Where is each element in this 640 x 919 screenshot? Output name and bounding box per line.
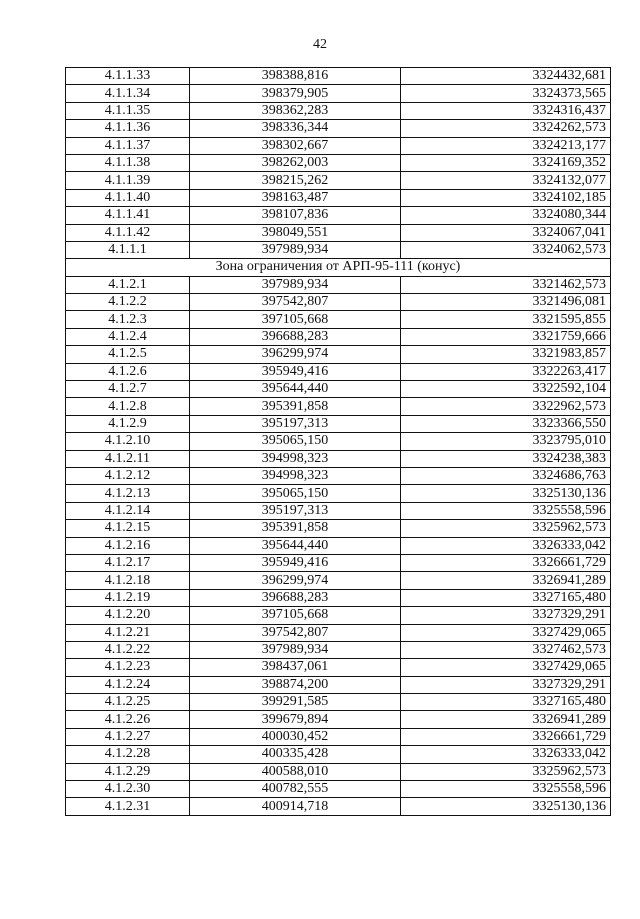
table-row <box>66 641 611 658</box>
x-coordinate-cell: 395949,416 <box>190 363 401 380</box>
table-row <box>66 189 611 206</box>
section-header-row <box>66 259 611 276</box>
x-coordinate-cell: 397105,668 <box>190 607 401 624</box>
point-number-cell: 4.1.1.42 <box>66 224 190 241</box>
point-number-cell: 4.1.2.6 <box>66 363 190 380</box>
table-row <box>66 224 611 241</box>
x-coordinate-cell: 394998,323 <box>190 467 401 484</box>
x-coordinate-cell: 400914,718 <box>190 798 401 815</box>
point-number-cell: 4.1.2.13 <box>66 485 190 502</box>
point-number-cell: 4.1.1.36 <box>66 120 190 137</box>
x-coordinate-cell: 398262,003 <box>190 154 401 171</box>
y-coordinate-cell: 3321983,857 <box>401 346 611 363</box>
point-number-cell: 4.1.2.9 <box>66 415 190 432</box>
y-coordinate-cell: 3325558,596 <box>401 781 611 798</box>
y-coordinate-cell: 3325962,573 <box>401 520 611 537</box>
table-row <box>66 363 611 380</box>
table-row <box>66 502 611 519</box>
table-row <box>66 659 611 676</box>
table-row <box>66 415 611 432</box>
point-number-cell: 4.1.2.14 <box>66 502 190 519</box>
page-number: 42 <box>313 37 327 52</box>
x-coordinate-cell: 397989,934 <box>190 641 401 658</box>
x-coordinate-cell: 395197,313 <box>190 415 401 432</box>
y-coordinate-cell: 3322263,417 <box>401 363 611 380</box>
x-coordinate-cell: 397542,807 <box>190 294 401 311</box>
x-coordinate-cell: 398107,836 <box>190 207 401 224</box>
y-coordinate-cell: 3325130,136 <box>401 485 611 502</box>
point-number-cell: 4.1.2.5 <box>66 346 190 363</box>
y-coordinate-cell: 3326941,289 <box>401 711 611 728</box>
point-number-cell: 4.1.2.17 <box>66 554 190 571</box>
table-row <box>66 398 611 415</box>
table-row <box>66 154 611 171</box>
table-row <box>66 381 611 398</box>
table-row <box>66 572 611 589</box>
table-row <box>66 624 611 641</box>
point-number-cell: 4.1.2.7 <box>66 381 190 398</box>
x-coordinate-cell: 399291,585 <box>190 694 401 711</box>
x-coordinate-cell: 395644,440 <box>190 537 401 554</box>
y-coordinate-cell: 3327462,573 <box>401 641 611 658</box>
table-row <box>66 781 611 798</box>
x-coordinate-cell: 397989,934 <box>190 241 401 258</box>
table-row <box>66 485 611 502</box>
y-coordinate-cell: 3326333,042 <box>401 746 611 763</box>
y-coordinate-cell: 3321496,081 <box>401 294 611 311</box>
point-number-cell: 4.1.2.1 <box>66 276 190 293</box>
table-row <box>66 276 611 293</box>
x-coordinate-cell: 400782,555 <box>190 781 401 798</box>
x-coordinate-cell: 398874,200 <box>190 676 401 693</box>
point-number-cell: 4.1.2.10 <box>66 433 190 450</box>
x-coordinate-cell: 400030,452 <box>190 728 401 745</box>
table-row <box>66 763 611 780</box>
y-coordinate-cell: 3327429,065 <box>401 624 611 641</box>
point-number-cell: 4.1.1.33 <box>66 68 190 85</box>
point-number-cell: 4.1.2.30 <box>66 781 190 798</box>
point-number-cell: 4.1.2.31 <box>66 798 190 815</box>
y-coordinate-cell: 3322592,104 <box>401 381 611 398</box>
x-coordinate-cell: 396688,283 <box>190 589 401 606</box>
y-coordinate-cell: 3324262,573 <box>401 120 611 137</box>
x-coordinate-cell: 396688,283 <box>190 328 401 345</box>
point-number-cell: 4.1.1.39 <box>66 172 190 189</box>
y-coordinate-cell: 3327165,480 <box>401 589 611 606</box>
table-row <box>66 68 611 85</box>
table-row <box>66 589 611 606</box>
x-coordinate-cell: 395644,440 <box>190 381 401 398</box>
table-body-after-section <box>66 276 611 815</box>
point-number-cell: 4.1.2.26 <box>66 711 190 728</box>
table-row <box>66 172 611 189</box>
table-row <box>66 467 611 484</box>
y-coordinate-cell: 3327429,065 <box>401 659 611 676</box>
x-coordinate-cell: 398049,551 <box>190 224 401 241</box>
x-coordinate-cell: 400588,010 <box>190 763 401 780</box>
table-row <box>66 120 611 137</box>
x-coordinate-cell: 395391,858 <box>190 520 401 537</box>
x-coordinate-cell: 398437,061 <box>190 659 401 676</box>
x-coordinate-cell: 398379,905 <box>190 85 401 102</box>
y-coordinate-cell: 3324213,177 <box>401 137 611 154</box>
y-coordinate-cell: 3322962,573 <box>401 398 611 415</box>
point-number-cell: 4.1.2.25 <box>66 694 190 711</box>
point-number-cell: 4.1.2.20 <box>66 607 190 624</box>
table-row <box>66 102 611 119</box>
table-row <box>66 798 611 815</box>
x-coordinate-cell: 395065,150 <box>190 485 401 502</box>
x-coordinate-cell: 400335,428 <box>190 746 401 763</box>
x-coordinate-cell: 397542,807 <box>190 624 401 641</box>
table-row <box>66 694 611 711</box>
x-coordinate-cell: 394998,323 <box>190 450 401 467</box>
table-row <box>66 746 611 763</box>
point-number-cell: 4.1.2.18 <box>66 572 190 589</box>
y-coordinate-cell: 3324686,763 <box>401 467 611 484</box>
point-number-cell: 4.1.1.1 <box>66 241 190 258</box>
table-row <box>66 728 611 745</box>
x-coordinate-cell: 395949,416 <box>190 554 401 571</box>
table-row <box>66 346 611 363</box>
x-coordinate-cell: 395391,858 <box>190 398 401 415</box>
y-coordinate-cell: 3327165,480 <box>401 694 611 711</box>
table-row <box>66 450 611 467</box>
point-number-cell: 4.1.2.23 <box>66 659 190 676</box>
y-coordinate-cell: 3326661,729 <box>401 728 611 745</box>
point-number-cell: 4.1.2.8 <box>66 398 190 415</box>
y-coordinate-cell: 3324132,077 <box>401 172 611 189</box>
table-row <box>66 711 611 728</box>
table-row <box>66 311 611 328</box>
y-coordinate-cell: 3324102,185 <box>401 189 611 206</box>
point-number-cell: 4.1.2.12 <box>66 467 190 484</box>
y-coordinate-cell: 3324067,041 <box>401 224 611 241</box>
x-coordinate-cell: 398215,262 <box>190 172 401 189</box>
x-coordinate-cell: 396299,974 <box>190 572 401 589</box>
table-row <box>66 676 611 693</box>
table-row <box>66 85 611 102</box>
point-number-cell: 4.1.2.2 <box>66 294 190 311</box>
x-coordinate-cell: 395065,150 <box>190 433 401 450</box>
point-number-cell: 4.1.2.4 <box>66 328 190 345</box>
y-coordinate-cell: 3321759,666 <box>401 328 611 345</box>
point-number-cell: 4.1.2.29 <box>66 763 190 780</box>
y-coordinate-cell: 3324080,344 <box>401 207 611 224</box>
point-number-cell: 4.1.2.11 <box>66 450 190 467</box>
y-coordinate-cell: 3325130,136 <box>401 798 611 815</box>
y-coordinate-cell: 3324373,565 <box>401 85 611 102</box>
point-number-cell: 4.1.2.15 <box>66 520 190 537</box>
x-coordinate-cell: 398336,344 <box>190 120 401 137</box>
table-row <box>66 433 611 450</box>
table-row <box>66 137 611 154</box>
y-coordinate-cell: 3327329,291 <box>401 676 611 693</box>
x-coordinate-cell: 397105,668 <box>190 311 401 328</box>
y-coordinate-cell: 3324316,437 <box>401 102 611 119</box>
y-coordinate-cell: 3325962,573 <box>401 763 611 780</box>
section-header-group <box>66 259 611 276</box>
y-coordinate-cell: 3321595,855 <box>401 311 611 328</box>
y-coordinate-cell: 3324169,352 <box>401 154 611 171</box>
point-number-cell: 4.1.2.21 <box>66 624 190 641</box>
x-coordinate-cell: 399679,894 <box>190 711 401 728</box>
section-title: Зона ограничения от АРП-95-111 (конус) <box>66 259 611 276</box>
x-coordinate-cell: 397989,934 <box>190 276 401 293</box>
point-number-cell: 4.1.1.41 <box>66 207 190 224</box>
y-coordinate-cell: 3326333,042 <box>401 537 611 554</box>
table-row <box>66 607 611 624</box>
point-number-cell: 4.1.1.34 <box>66 85 190 102</box>
point-number-cell: 4.1.1.35 <box>66 102 190 119</box>
x-coordinate-cell: 398302,667 <box>190 137 401 154</box>
x-coordinate-cell: 398163,487 <box>190 189 401 206</box>
x-coordinate-cell: 398362,283 <box>190 102 401 119</box>
point-number-cell: 4.1.2.24 <box>66 676 190 693</box>
point-number-cell: 4.1.2.22 <box>66 641 190 658</box>
point-number-cell: 4.1.2.16 <box>66 537 190 554</box>
table-row <box>66 537 611 554</box>
x-coordinate-cell: 396299,974 <box>190 346 401 363</box>
point-number-cell: 4.1.1.40 <box>66 189 190 206</box>
table-row <box>66 520 611 537</box>
y-coordinate-cell: 3323795,010 <box>401 433 611 450</box>
y-coordinate-cell: 3321462,573 <box>401 276 611 293</box>
x-coordinate-cell: 398388,816 <box>190 68 401 85</box>
point-number-cell: 4.1.2.27 <box>66 728 190 745</box>
point-number-cell: 4.1.2.28 <box>66 746 190 763</box>
table-row <box>66 294 611 311</box>
y-coordinate-cell: 3325558,596 <box>401 502 611 519</box>
y-coordinate-cell: 3324238,383 <box>401 450 611 467</box>
table-row <box>66 554 611 571</box>
coordinates-table <box>65 67 611 816</box>
y-coordinate-cell: 3327329,291 <box>401 607 611 624</box>
table-body-before-section <box>66 68 611 259</box>
table-row <box>66 207 611 224</box>
x-coordinate-cell: 395197,313 <box>190 502 401 519</box>
y-coordinate-cell: 3324062,573 <box>401 241 611 258</box>
y-coordinate-cell: 3326661,729 <box>401 554 611 571</box>
table-row <box>66 328 611 345</box>
y-coordinate-cell: 3324432,681 <box>401 68 611 85</box>
y-coordinate-cell: 3326941,289 <box>401 572 611 589</box>
table-row <box>66 241 611 258</box>
point-number-cell: 4.1.2.19 <box>66 589 190 606</box>
point-number-cell: 4.1.1.38 <box>66 154 190 171</box>
point-number-cell: 4.1.2.3 <box>66 311 190 328</box>
point-number-cell: 4.1.1.37 <box>66 137 190 154</box>
y-coordinate-cell: 3323366,550 <box>401 415 611 432</box>
